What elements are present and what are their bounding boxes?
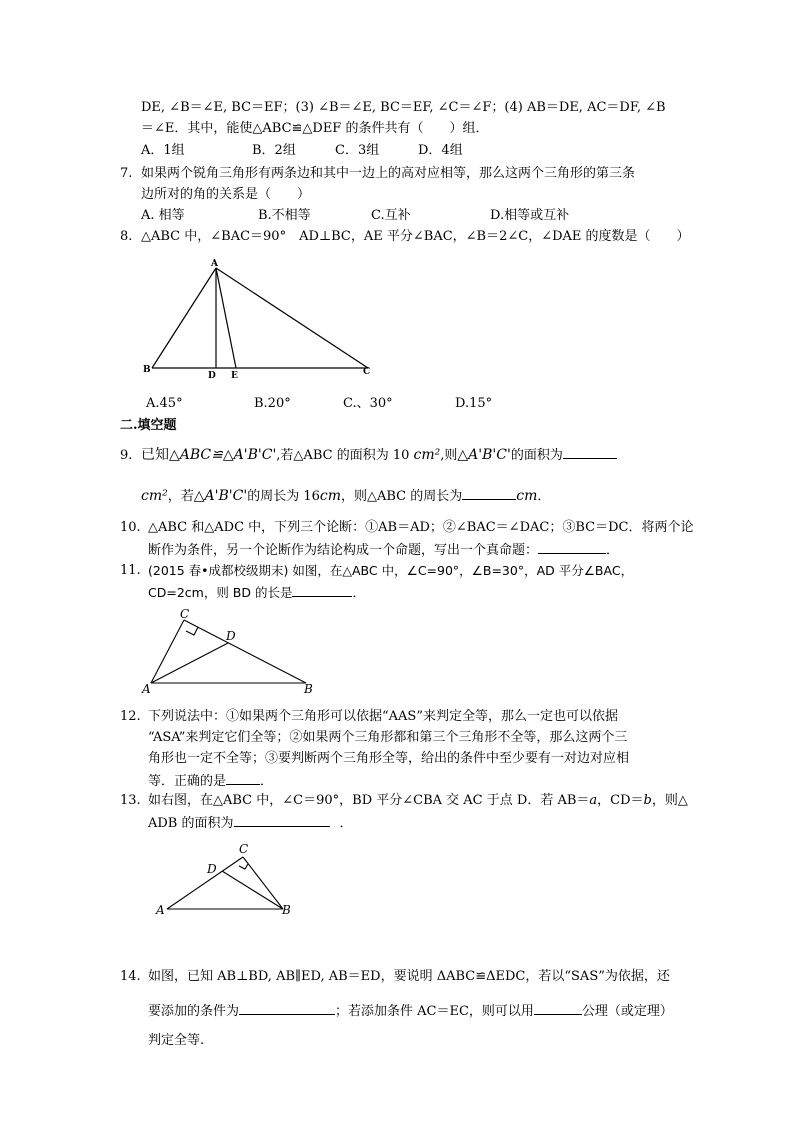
- q13-label-d: D: [207, 862, 217, 876]
- q8-label-e: E: [231, 371, 238, 381]
- q13-label-a: A: [156, 903, 165, 917]
- q12-line4: [148, 772, 273, 790]
- q10-line2: [148, 541, 619, 559]
- q7-opt-c: C.互补: [371, 208, 411, 223]
- q9-line1: [141, 446, 617, 464]
- q6-line2: ＝∠E．其中，能使△ABC≌△DEF 的条件共有（ ）组．: [141, 121, 489, 136]
- q12-blank[interactable]: [226, 772, 260, 785]
- q8-label-d: D: [208, 371, 216, 381]
- q14-line3: 判定全等.: [148, 1033, 205, 1048]
- q9-t6: 的周长为 16: [247, 489, 320, 504]
- q13-blank[interactable]: [234, 814, 330, 827]
- q9-unit-area-2: cm²: [141, 488, 168, 504]
- q9-unit-len: cm: [319, 488, 341, 504]
- q12-number: 12.: [120, 709, 141, 724]
- q14-line2c: 公理（或定理）: [581, 1004, 673, 1019]
- q11-blank[interactable]: [292, 584, 352, 597]
- q12-line1: 下列说法中：①如果两个三角形可以依据“AAS”来判定全等，那么一定也可以依据: [148, 709, 618, 724]
- q6-opt-d-text: D．4组: [418, 143, 463, 158]
- q9-t7: ，则△ABC 的周长为: [341, 489, 463, 504]
- q9-line2: [141, 487, 550, 505]
- q8-opt-a: A.45°: [146, 396, 183, 411]
- q9-congruence: △ABC≌△A'B'C': [169, 447, 277, 463]
- q9-t2: ,若△ABC 的面积为 10: [276, 448, 414, 463]
- q13-label-c: C: [239, 842, 249, 856]
- q10-number: 10.: [120, 520, 141, 535]
- q9-t8: ．: [537, 489, 551, 504]
- q13-line1b: ，CD＝: [597, 793, 644, 808]
- q14-blank-theorem[interactable]: [534, 1002, 582, 1015]
- q9-triangle-2: △A'B'C': [193, 488, 248, 504]
- q9-triangle: △A'B'C': [457, 447, 511, 463]
- q13-line2-text: ADB 的面积为: [148, 816, 234, 831]
- q7-opt-d: D.相等或互补: [490, 208, 570, 223]
- q10-end: ．: [606, 543, 620, 558]
- q6-opt-a-text: A．1组: [141, 143, 185, 158]
- q10-line2-text: 断作为条件，另一个论断作为结论构成一个命题，写出一个真命题：: [148, 543, 539, 558]
- q7-line1: 如果两个锐角三角形有两条边和其中一边上的高对应相等，那么这两个三角形的第三条: [141, 166, 636, 181]
- q9-blank-area[interactable]: [563, 446, 617, 459]
- q6-line1: DE, ∠B＝∠E, BC＝EF；(3) ∠B＝∠E, BC＝EF, ∠C＝∠F；(4) AB＝DE, AC＝DF, ∠B: [141, 100, 666, 115]
- q9-unit-len-2: cm: [516, 488, 538, 504]
- q7-number: 7.: [120, 166, 133, 181]
- q11-label-a: A: [142, 682, 151, 696]
- q7-opt-a: A. 相等: [141, 208, 185, 223]
- q9-t1: 已知: [141, 447, 169, 463]
- q8-opt-b: B.20°: [254, 396, 291, 411]
- q8-text: △ABC 中，∠BAC＝90° AD⊥BC，AE 平分∠BAC，∠B＝2∠C，∠DAE 的度数是（ ）: [141, 229, 690, 244]
- q14-number: 14.: [120, 969, 141, 984]
- q10-line1: △ABC 和△ADC 中，下列三个论断：①AB＝AD；②∠BAC＝∠DAC；③BC＝DC．将两个论: [148, 520, 694, 535]
- q13-var-b: b: [643, 793, 652, 808]
- q9-t5: ，若: [167, 489, 194, 504]
- q11-label-c: C: [180, 607, 190, 621]
- q14-line2a: 要添加的条件为: [148, 1004, 240, 1019]
- q11-line2-text: CD=2cm，则 BD 的长是: [148, 585, 293, 600]
- q8-label-a: A: [211, 259, 218, 269]
- q9-number: 9.: [120, 448, 133, 463]
- q9-t4: 的面积为: [510, 448, 563, 463]
- q14-line1: 如图，已知 AB⊥BD, AB∥ED, AB＝ED，要说明 ΔABC≌ΔEDC，若以“SAS”为依据，还: [148, 969, 670, 984]
- q9-t3: ,则: [440, 448, 458, 463]
- q9-unit-area: cm²: [413, 447, 441, 463]
- q7-line2: 边所对的角的关系是（ ）: [141, 187, 311, 202]
- q6-opt-b-text: B．2组: [252, 143, 296, 158]
- q14-line2: [148, 1002, 673, 1020]
- q11-line2: [148, 584, 365, 601]
- section-title-fill-in: 二.填空题: [120, 418, 177, 433]
- q6-opt-c-text: C．3组: [335, 143, 380, 158]
- q9-blank-perimeter[interactable]: [462, 487, 516, 500]
- q8-label-b: B: [143, 365, 151, 375]
- q11-label-d: D: [226, 629, 236, 643]
- q13-number: 13.: [120, 793, 141, 808]
- q12-end: ．: [260, 774, 274, 789]
- q14-blank-condition[interactable]: [239, 1002, 335, 1015]
- q11-label-b: B: [304, 682, 313, 696]
- q8-label-c: C: [363, 367, 371, 377]
- q13-label-b: B: [282, 903, 291, 917]
- q8-number: 8.: [120, 229, 133, 244]
- q13-line2: [148, 814, 353, 832]
- q11-end: ．: [352, 585, 365, 600]
- q8-opt-c: C.、30°: [343, 396, 393, 411]
- q13-line1c: ，则△: [651, 793, 688, 808]
- q13-line1: [148, 793, 688, 809]
- q12-line2: “ASA”来判定它们全等；②如果两个三角形都和第三个三角形不全等，那么这两个三: [148, 730, 628, 745]
- q7-opt-b: B.不相等: [258, 208, 311, 223]
- q13-line1a: 如右图，在△ABC 中，∠C＝90°，BD 平分∠CBA 交 AC 于点 D．若 AB＝: [148, 793, 590, 808]
- q11-number: 11.: [120, 563, 141, 578]
- q13-var-a: a: [589, 793, 598, 808]
- q12-line4-text: 等．正确的是: [148, 774, 227, 789]
- q8-opt-d: D.15°: [455, 396, 493, 411]
- q12-line3: 角形也一定不全等；③要判断两个三角形全等，给出的条件中至少要有一对边对应相: [148, 751, 630, 766]
- q13-end: ．: [339, 816, 353, 831]
- q11-line1: (2015 春•成都校级期末) 如图，在△ABC 中，∠C=90°，∠B=30°，AD 平分∠BAC，: [148, 563, 634, 578]
- q14-line2b: ；若添加条件 AC＝EC，则可以用: [335, 1004, 534, 1019]
- q10-blank[interactable]: [538, 541, 606, 554]
